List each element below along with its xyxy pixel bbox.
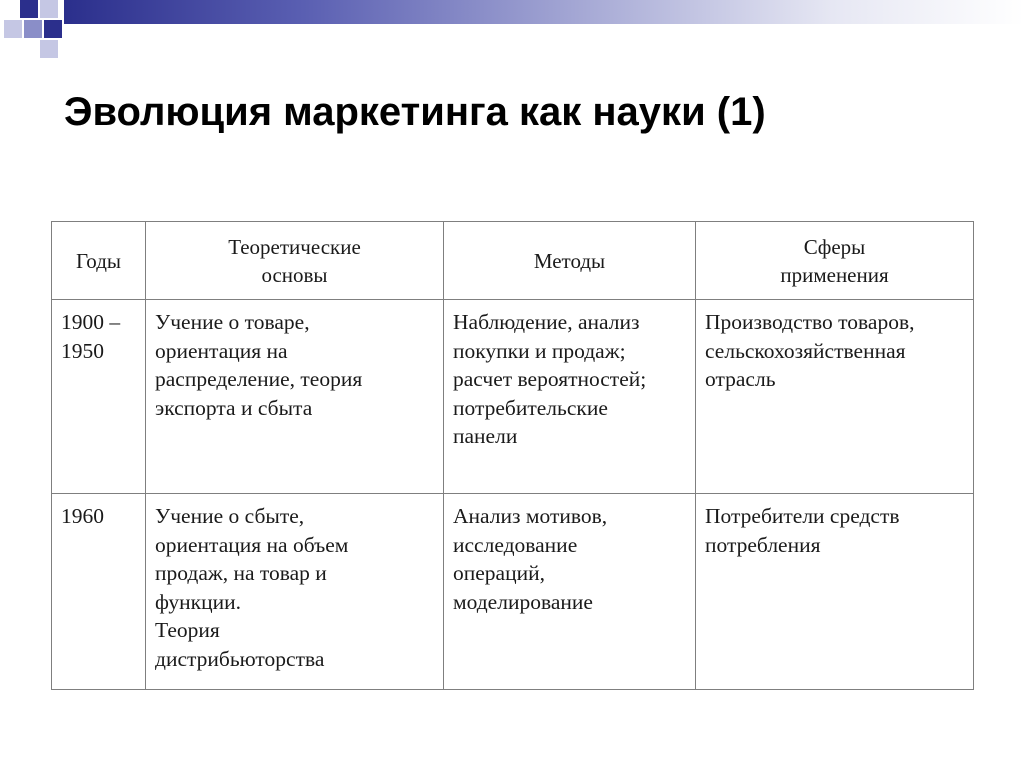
header-theory: Теоретические основы — [146, 222, 444, 300]
decor-square — [20, 0, 38, 18]
cell-areas: Потребители средств потребления — [696, 494, 974, 690]
table-row — [52, 300, 974, 494]
header-decoration — [0, 0, 1024, 60]
cell-years: 1900 – 1950 — [52, 300, 146, 494]
decor-square — [40, 40, 58, 58]
cell-methods: Анализ мотивов, исследование операций, моделирование — [444, 494, 696, 690]
decor-square — [4, 20, 22, 38]
header-methods: Методы — [444, 222, 696, 300]
slide-title: Эволюция маркетинга как науки (1) — [64, 90, 766, 134]
cell-theory: Учение о товаре, ориентация на распределение, теория экспорта и сбыта — [146, 300, 444, 494]
table-row — [52, 494, 974, 690]
evolution-table — [51, 221, 974, 690]
cell-theory: Учение о сбыте, ориентация на объем продаж, на товар и функции. Теория дистрибьюторства — [146, 494, 444, 690]
decor-square — [24, 20, 42, 38]
decor-square — [40, 0, 58, 18]
decor-square — [44, 20, 62, 38]
header-years: Годы — [52, 222, 146, 300]
table-header-row — [52, 222, 974, 300]
gradient-band — [64, 0, 1024, 24]
cell-methods: Наблюдение, анализ покупки и продаж; расчет вероятностей; потребительские панели — [444, 300, 696, 494]
cell-areas: Производство товаров, сельскохозяйственная отрасль — [696, 300, 974, 494]
header-areas: Сферы применения — [696, 222, 974, 300]
cell-years: 1960 — [52, 494, 146, 690]
